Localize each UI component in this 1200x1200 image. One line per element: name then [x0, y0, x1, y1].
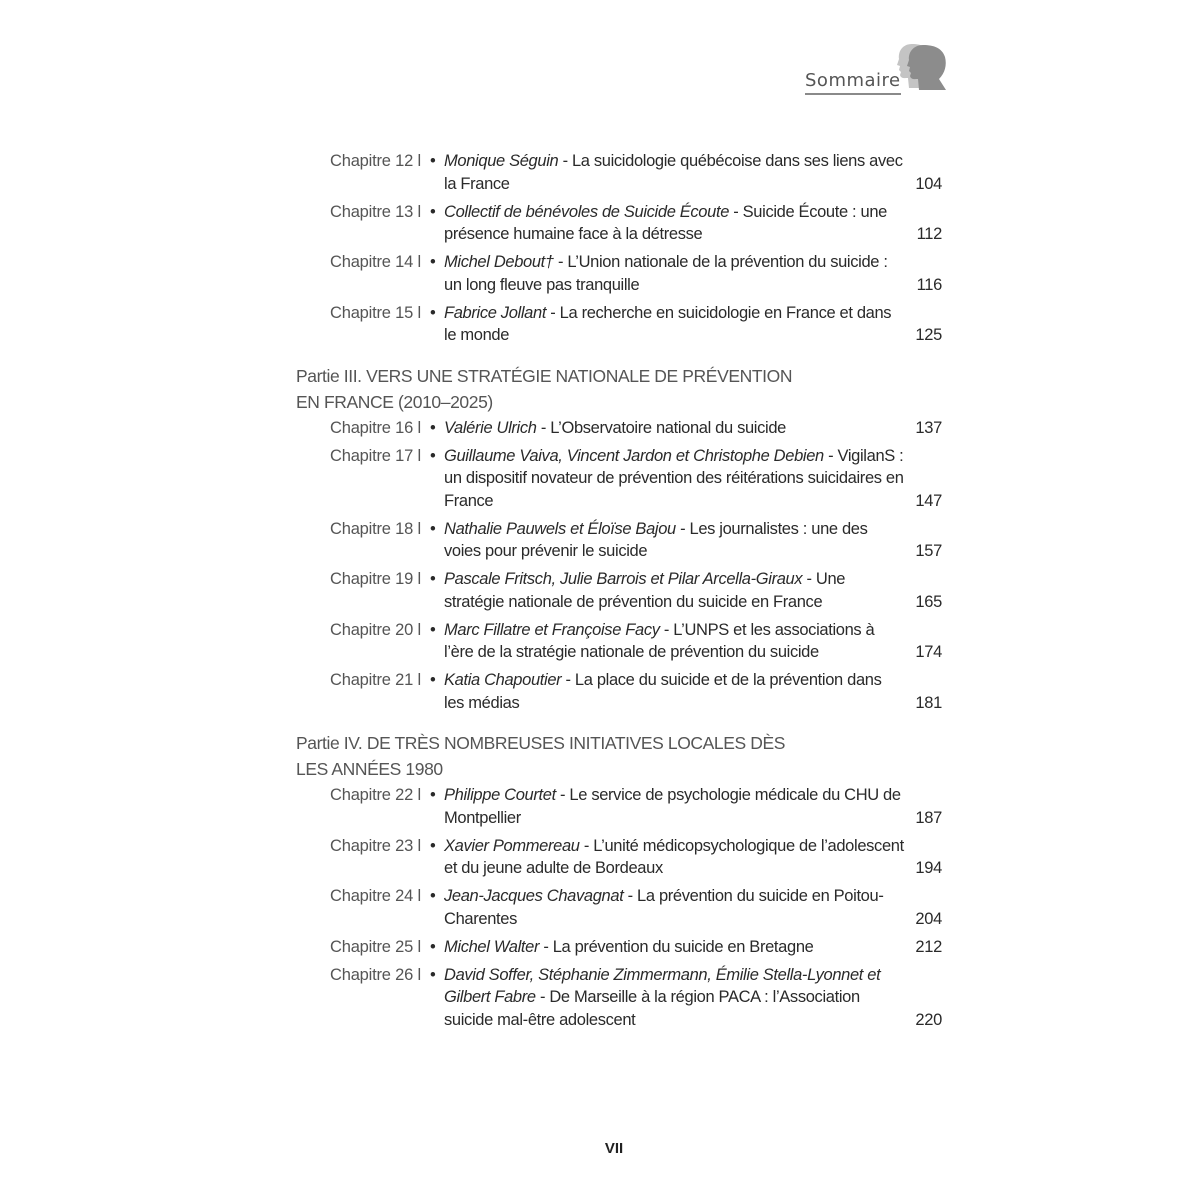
chapter-author: Michel Walter	[444, 937, 540, 956]
toc-entry[interactable]	[330, 201, 946, 246]
toc-entry[interactable]	[330, 445, 946, 513]
chapter-title: - La suicidologie québécoise dans ses liens avec la France	[444, 152, 903, 193]
chapter-label: Chapitre 23 l	[330, 836, 421, 855]
chapter-title: - Les journalistes : une des voies pour prévenir le suicide	[444, 519, 868, 560]
chapter-text	[444, 251, 904, 296]
chapter-author: David Soffer, Stéphanie Zimmermann, Émilie Stella-Lyonnet et Gilbert Fabre	[444, 965, 881, 1006]
chapter-title: - VigilanS : un dispositif novateur de prévention des réitérations suicidaires en France	[444, 446, 904, 510]
bullet-icon: •	[430, 786, 436, 804]
bullet-icon: •	[430, 671, 436, 689]
chapter-text	[444, 669, 904, 714]
chapter-page-number: 194	[915, 859, 942, 877]
chapter-author: Jean-Jacques Chavagnat	[444, 887, 624, 905]
section-title: Sommaire	[805, 70, 901, 95]
chapter-text	[444, 619, 904, 664]
bullet-icon: •	[430, 303, 436, 322]
chapter-text	[444, 150, 904, 195]
head-profile-icon	[896, 42, 948, 92]
chapter-author: Collectif de bénévoles de Suicide Écoute	[444, 202, 730, 221]
chapter-text	[444, 784, 904, 829]
chapter-title: - L’UNPS et les associations à l’ère de la stratégie nationale de prévention du suicide	[444, 620, 875, 661]
toc-entry[interactable]	[330, 619, 946, 664]
chapter-text	[444, 302, 904, 347]
chapter-page-number: 125	[915, 326, 942, 344]
chapter-text	[444, 445, 904, 513]
chapter-text	[444, 518, 904, 563]
toc-entry[interactable]	[330, 417, 946, 440]
bullet-icon: •	[430, 152, 436, 170]
toc-entry[interactable]	[330, 518, 946, 563]
chapter-title: - La place du suicide et de la prévention dans les médias	[444, 671, 882, 712]
chapter-label: Chapitre 25 l	[330, 937, 421, 956]
toc-entry[interactable]	[330, 936, 946, 959]
chapter-text	[444, 936, 904, 959]
part-heading: Partie IV. DE TRÈS NOMBREUSES INITIATIVES LOCALES DÈS LES ANNÉES 1980	[296, 733, 786, 779]
chapter-title: - L’Observatoire national du suicide	[536, 418, 786, 437]
chapter-title: - L’unité médicopsychologique de l’adolescent et du jeune adulte de Bordeaux	[444, 836, 904, 877]
chapter-text	[444, 568, 904, 613]
page-number: VII	[604, 1140, 624, 1157]
chapter-title: - Une stratégie nationale de prévention du suicide en France	[444, 570, 846, 611]
chapter-text	[444, 964, 904, 1032]
bullet-icon: •	[430, 887, 436, 905]
chapter-text	[444, 885, 904, 930]
chapter-page-number: 157	[915, 542, 942, 560]
chapter-page-number: 204	[915, 909, 942, 928]
chapter-page-number: 116	[916, 275, 942, 294]
chapter-label: Chapitre 15 l	[330, 303, 421, 322]
toc-entry[interactable]	[330, 964, 946, 1032]
toc-entry[interactable]	[330, 568, 946, 613]
chapter-page-number: 187	[915, 808, 942, 827]
bullet-icon: •	[430, 965, 436, 984]
bullet-icon: •	[430, 620, 436, 639]
chapter-author: Nathalie Pauwels et Éloïse Bajou	[444, 519, 676, 538]
toc-entry[interactable]	[330, 835, 946, 880]
chapter-title: - L’Union nationale de la prévention du suicide : un long fleuve pas tranquille	[444, 253, 888, 294]
bullet-icon: •	[430, 519, 436, 538]
chapter-page-number: 137	[915, 418, 942, 437]
table-of-contents	[296, 150, 946, 1037]
toc-entry[interactable]	[330, 302, 946, 347]
chapter-title: - Le service de psychologie médicale du CHU de Montpellier	[444, 786, 901, 827]
chapter-title: - Suicide Écoute : une présence humaine face à la détresse	[444, 202, 887, 243]
chapter-author: Pascale Fritsch, Julie Barrois et Pilar Arcella-Giraux	[444, 570, 803, 588]
chapter-page-number: 174	[915, 643, 942, 661]
chapter-title: - La prévention du suicide en Bretagne	[539, 937, 814, 956]
chapter-author: Michel Debout†	[444, 253, 554, 271]
chapter-author: Xavier Pommereau	[444, 836, 580, 855]
bullet-icon: •	[430, 446, 436, 465]
chapter-author: Fabrice Jollant	[444, 303, 547, 322]
chapter-title: - La recherche en suicidologie en France et dans le monde	[444, 303, 892, 344]
bullet-icon: •	[430, 836, 436, 855]
chapter-author: Monique Séguin	[444, 152, 559, 170]
chapter-label: Chapitre 20 l	[330, 620, 421, 639]
chapter-label: Chapitre 22 l	[330, 786, 421, 804]
chapter-label: Chapitre 13 l	[330, 202, 421, 221]
chapter-page-number: 165	[915, 592, 942, 611]
toc-entry[interactable]	[330, 784, 946, 829]
chapter-label: Chapitre 18 l	[330, 519, 421, 538]
bullet-icon: •	[430, 202, 436, 221]
toc-entry[interactable]	[330, 885, 946, 930]
chapter-title: - De Marseille à la région PACA : l’Association suicide mal-être adolescent	[444, 988, 860, 1029]
bullet-icon: •	[430, 418, 436, 437]
chapter-author: Guillaume Vaiva, Vincent Jardon et Christophe Debien	[444, 446, 824, 465]
chapter-page-number: 181	[915, 693, 942, 712]
chapter-title: - La prévention du suicide en Poitou-Charentes	[444, 887, 884, 928]
chapter-label: Chapitre 21 l	[330, 671, 421, 689]
chapter-label: Chapitre 26 l	[330, 965, 421, 984]
chapter-author: Valérie Ulrich	[444, 418, 537, 437]
chapter-label: Chapitre 12 l	[330, 152, 421, 170]
chapter-label: Chapitre 19 l	[330, 570, 421, 588]
chapter-page-number: 104	[915, 174, 942, 193]
chapter-page-number: 112	[916, 225, 942, 243]
bullet-icon: •	[430, 570, 436, 588]
chapter-label: Chapitre 14 l	[330, 253, 421, 271]
chapter-page-number: 220	[915, 1010, 942, 1029]
chapter-page-number: 147	[915, 491, 942, 510]
chapter-text	[444, 417, 904, 440]
toc-entry[interactable]	[330, 669, 946, 714]
chapter-label: Chapitre 17 l	[330, 446, 421, 465]
part-heading: Partie III. VERS UNE STRATÉGIE NATIONALE DE PRÉVENTION EN FRANCE (2010–2025)	[296, 365, 793, 412]
toc-entry[interactable]	[330, 251, 946, 296]
toc-entry[interactable]	[330, 150, 946, 195]
chapter-label: Chapitre 24 l	[330, 887, 421, 905]
chapter-author: Philippe Courtet	[444, 786, 556, 804]
bullet-icon: •	[430, 253, 436, 271]
bullet-icon: •	[430, 937, 436, 956]
chapter-text	[444, 201, 904, 246]
chapter-page-number: 212	[915, 937, 942, 956]
chapter-text	[444, 835, 904, 880]
chapter-author: Marc Fillatre et Françoise Facy	[444, 620, 660, 639]
chapter-label: Chapitre 16 l	[330, 418, 421, 437]
chapter-author: Katia Chapoutier	[444, 671, 562, 689]
